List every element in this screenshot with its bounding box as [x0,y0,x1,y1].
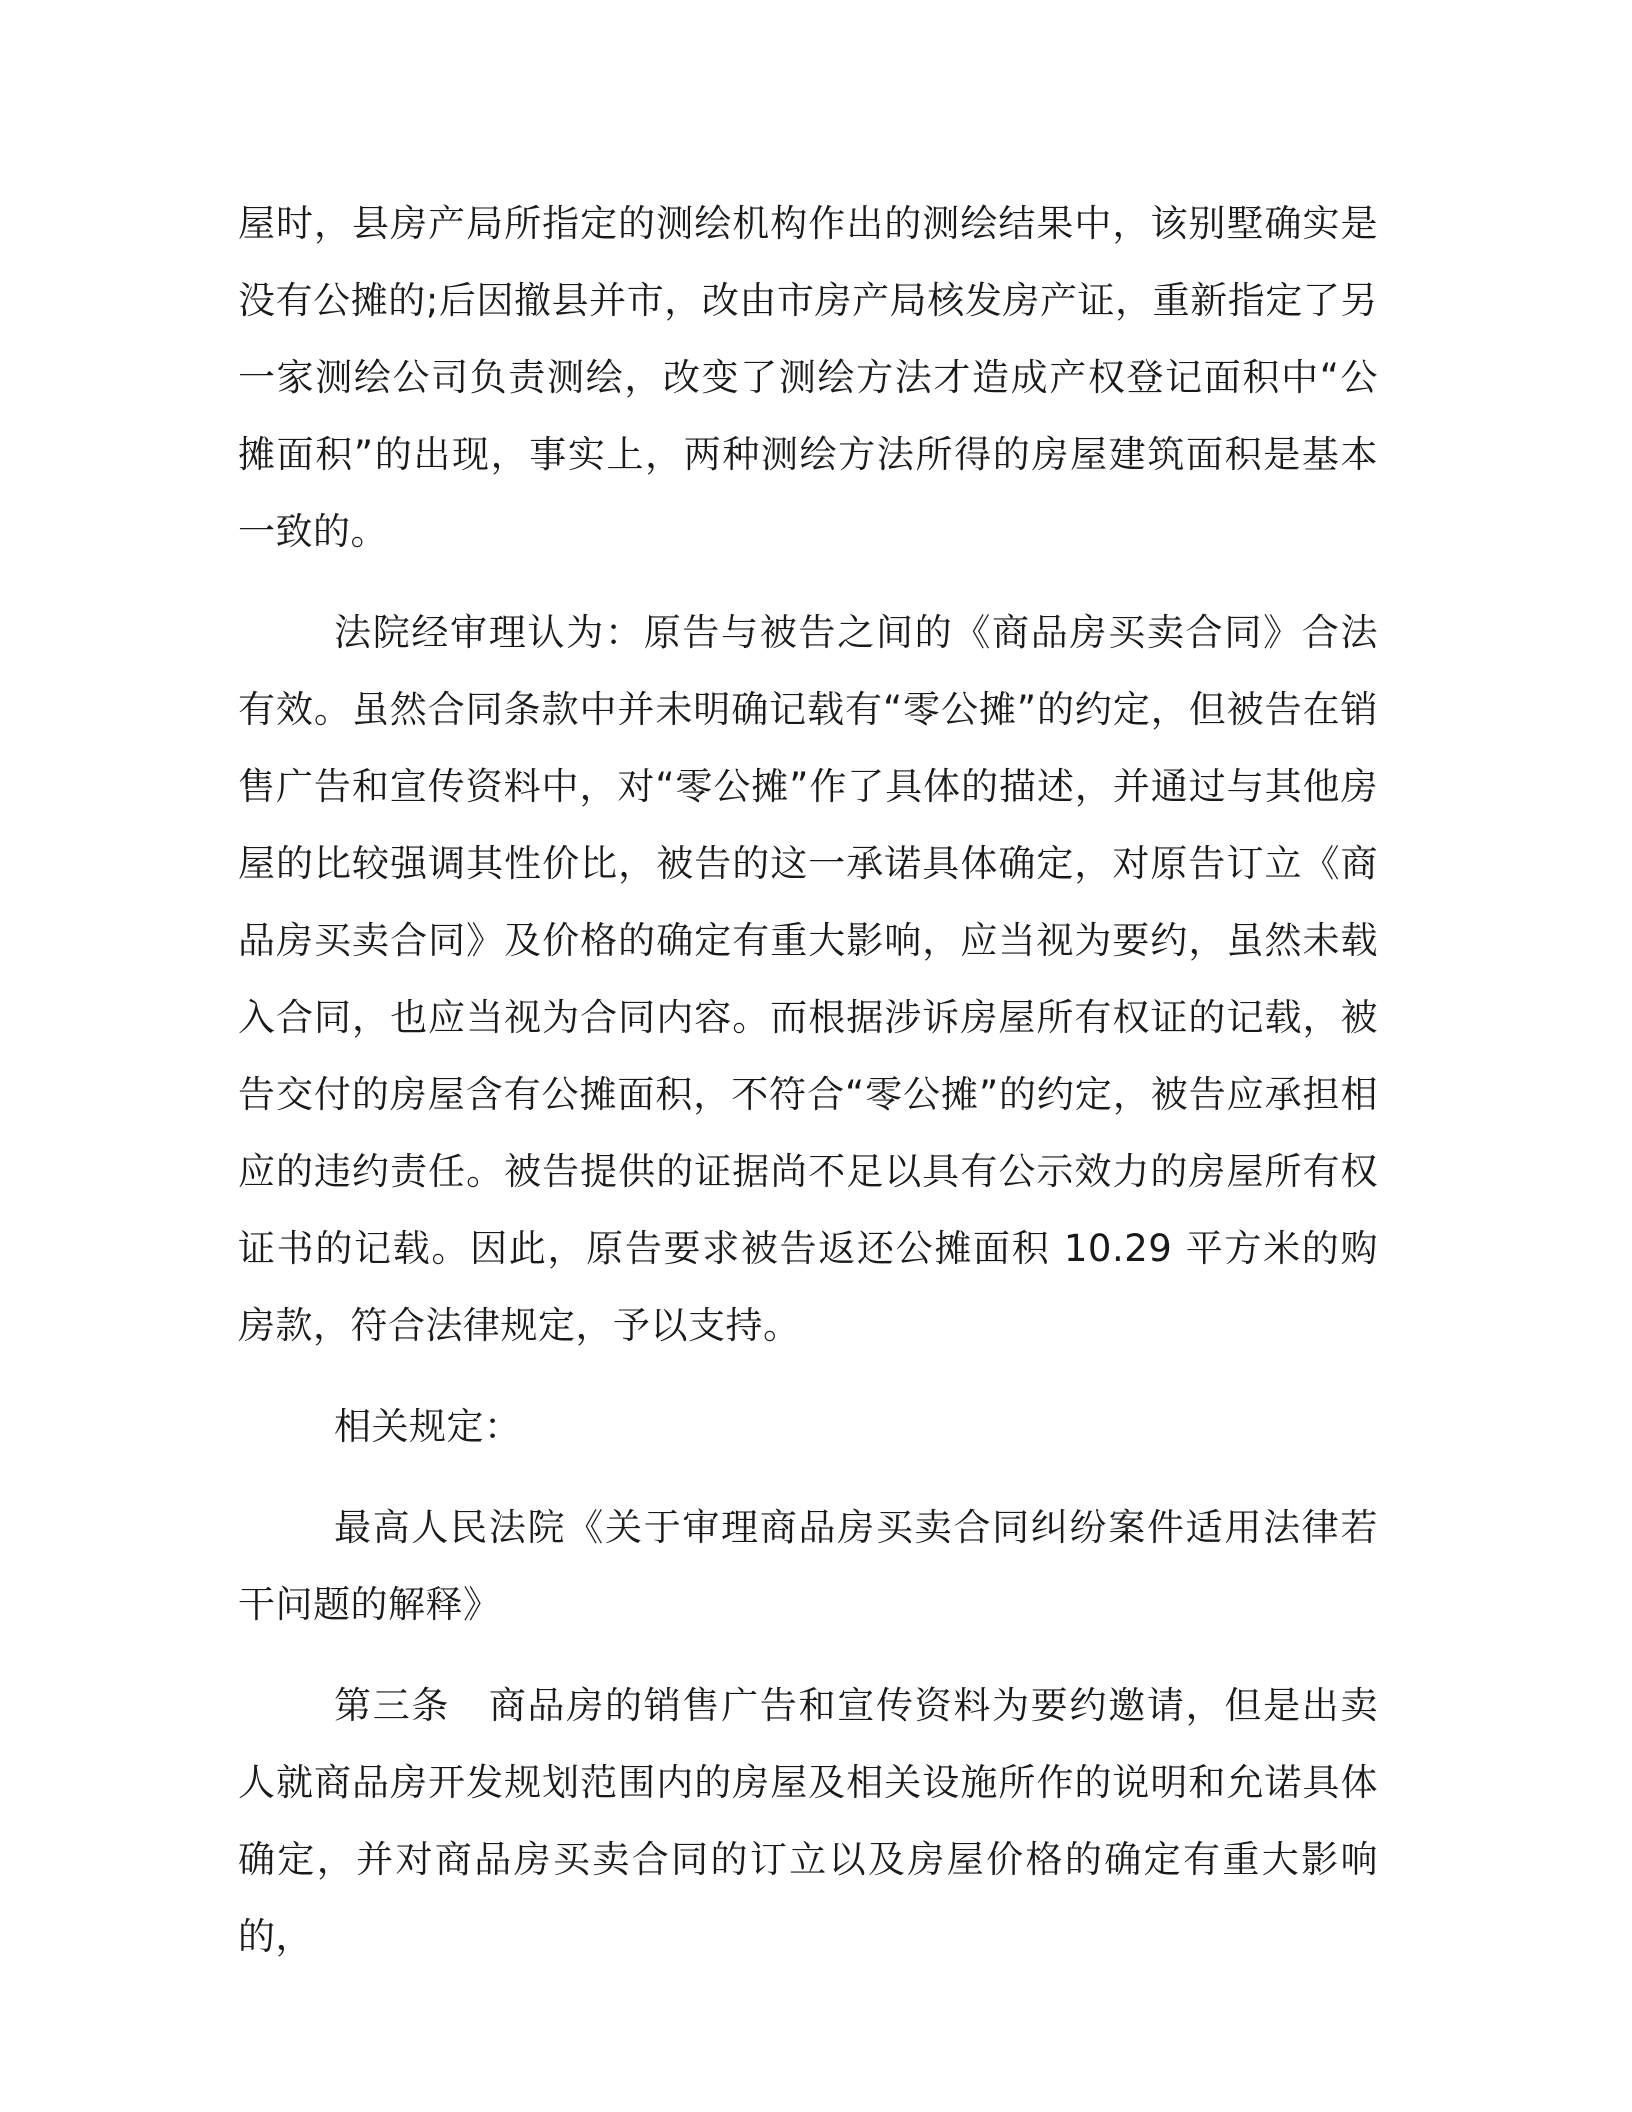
paragraph-court-ruling: 法院经审理认为：原告与被告之间的《商品房买卖合同》合法有效。虽然合同条款中并未明确记载有“零公摊”的约定，但被告在销售广告和宣传资料中，对“零公摊”作了具体的描述，并通过与其他房屋的比较强调其性价比，被告的这一承诺具体确定，对原告订立《商品房买卖合同》及价格的确定有重大影响，应当视为要约，虽然未载入合同，也应当视为合同内容。而根据涉诉房屋所有权证的记载，被告交付的房屋含有公摊面积，不符合“零公摊”的约定，被告应承担相应的违约责任。被告提供的证据尚不足以具有公示效力的房屋所有权证书的记载。因此，原告要求被告返还公摊面积 10.29 平方米的购房款，符合法律规定，予以支持。 [238,611,1378,1347]
paragraph-survey-background: 屋时，县房产局所指定的测绘机构作出的测绘结果中，该别墅确实是没有公摊的;后因撤县并市，改由市房产局核发房产证，重新指定了另一家测绘公司负责测绘，改变了测绘方法才造成产权登记面积中“公摊面积”的出现，事实上，两种测绘方法所得的房屋建筑面积是基本一致的。 [238,202,1378,553]
document-body [238,185,1378,1975]
paragraph-judicial-interpretation-title: 最高人民法院《关于审理商品房买卖合同纠纷案件适用法律若干问题的解释》 [238,1506,1378,1626]
paragraph-article-three: 第三条 商品房的销售广告和宣传资料为要约邀请，但是出卖人就商品房开发规划范围内的房屋及相关设施所作的说明和允诺具体确定，并对商品房买卖合同的订立以及房屋价格的确定有重大影响的， [238,1684,1378,1958]
paragraph-related-rules-heading: 相关规定： [334,1405,522,1448]
